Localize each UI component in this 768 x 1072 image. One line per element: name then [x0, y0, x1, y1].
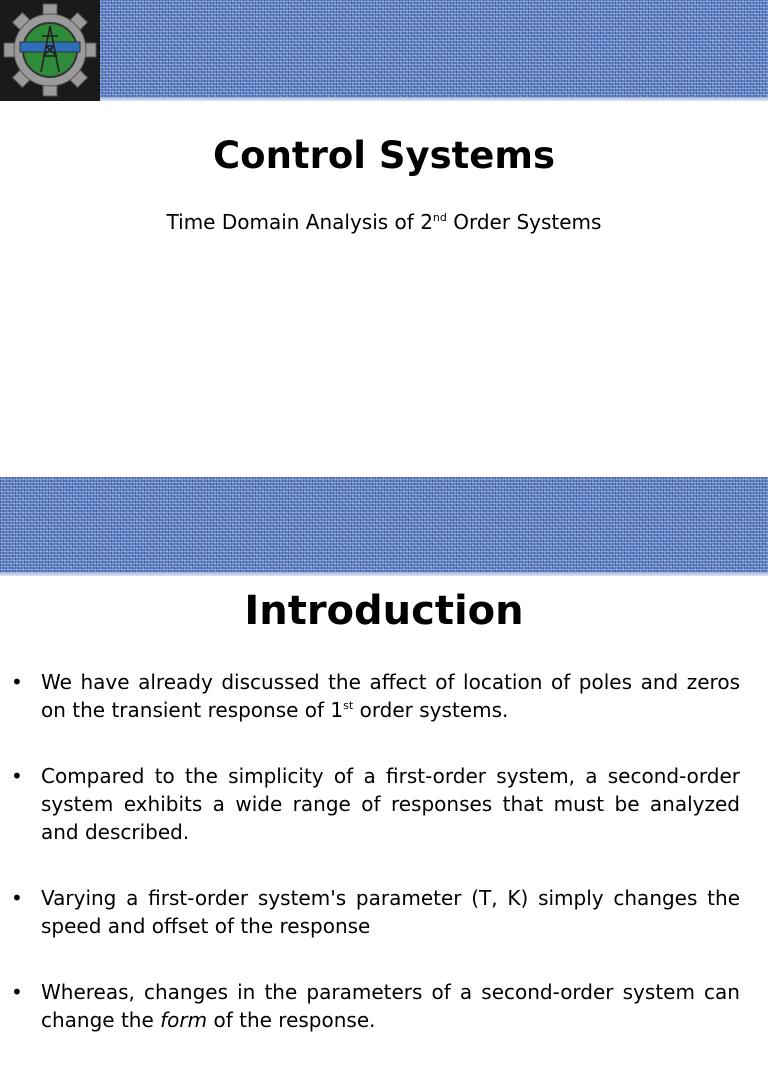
bullet-dot-icon: •	[11, 886, 23, 910]
bullet-item: • Compared to the simplicity of a first-order system, a second-order system exhibits a wide range of responses that must be analyzed and described.	[11, 764, 740, 844]
bullet-list	[0, 668, 768, 1072]
bullet-dot-icon: •	[11, 670, 23, 694]
bullet-item: • Whereas, changes in the parameters of a second-order system can change the form of the response.	[11, 980, 740, 1032]
header-band-top	[0, 0, 768, 101]
gear-logo-icon	[0, 0, 100, 101]
bullet-dot-icon: •	[11, 764, 23, 788]
section-title: Introduction	[244, 588, 524, 634]
bullet-dot-icon: •	[11, 980, 23, 1004]
slide-subtitle: Time Domain Analysis of 2nd Order Systems	[166, 210, 602, 234]
bullet-item: • We have already discussed the affect of location of poles and zeros on the transient response of 1st order systems.	[11, 670, 740, 722]
logo	[0, 0, 100, 101]
header-band-middle	[0, 477, 768, 576]
slide-title: Control Systems	[213, 134, 555, 177]
bullet-item: • Varying a first-order system's parameter (T, K) simply changes the speed and offset of the response	[11, 886, 740, 938]
